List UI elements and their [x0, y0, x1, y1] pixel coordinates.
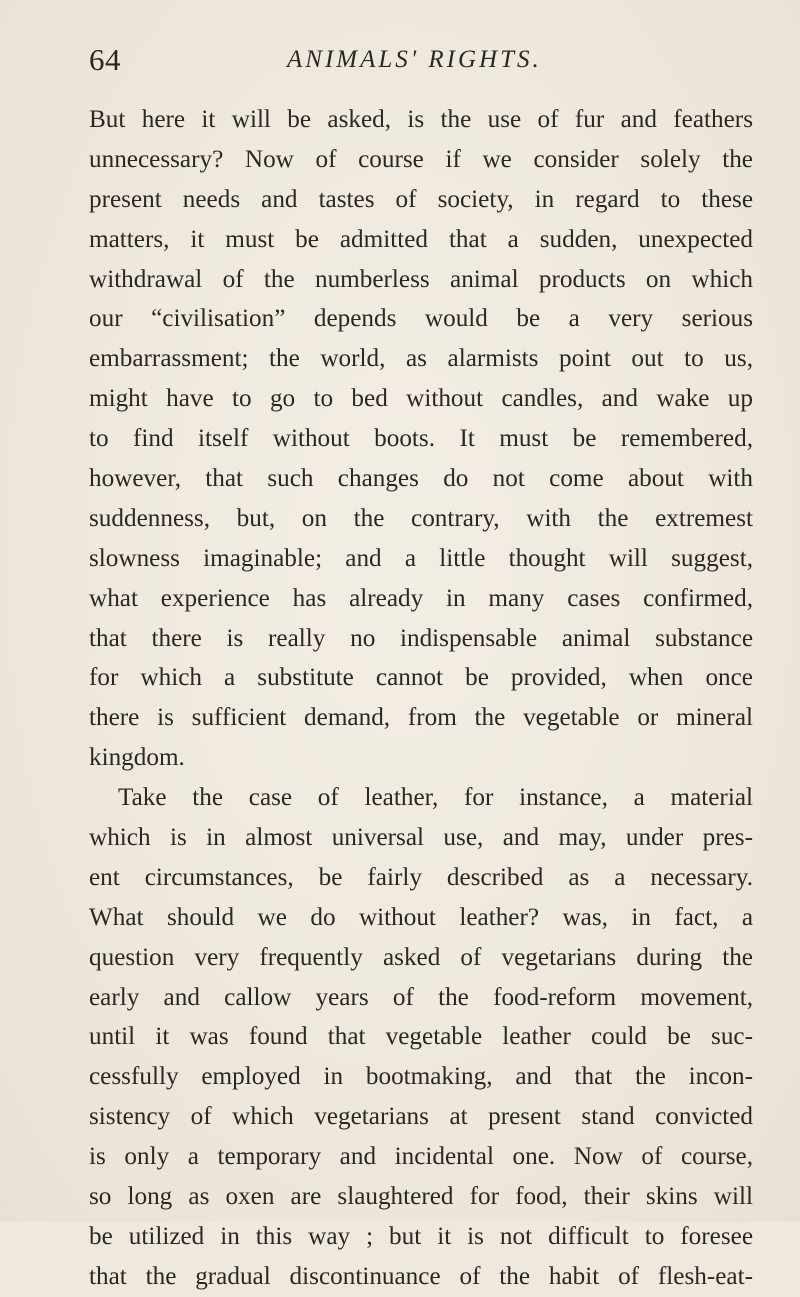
text-line: until it was found that vegetable leather could be suc- [89, 1023, 753, 1051]
running-head: ANIMALS' RIGHTS. [287, 46, 542, 73]
text-line: is only a temporary and incidental one. Now of course, [89, 1143, 753, 1171]
text-line: ent circumstances, be fairly described as a necessary. [89, 863, 753, 891]
text-line: embarrassment; the world, as alarmists point out to us, [89, 345, 753, 373]
text-line: unnecessary? Now of course if we consider solely the [89, 145, 753, 173]
paragraph-end-line: kingdom. [89, 744, 185, 772]
text-line: to find itself without boots. It must be remembered, [89, 425, 753, 453]
text-line: suddenness, but, on the contrary, with the extremest [89, 504, 753, 532]
text-line: that there is really no indispensable animal substance [89, 624, 753, 652]
text-line: cessfully employed in bootmaking, and that the incon- [89, 1063, 753, 1091]
text-line: so long as oxen are slaughtered for food, their skins will [89, 1183, 753, 1211]
text-line: matters, it must be admitted that a sudden, unexpected [89, 225, 753, 253]
paragraph-start-line: Take the case of leather, for instance, a material [118, 784, 753, 812]
text-line: there is sufficient demand, from the vegetable or mineral [89, 704, 753, 732]
text-line: however, that such changes do not come about with [89, 465, 753, 493]
text-line: present needs and tastes of society, in regard to these [89, 185, 753, 213]
text-line: What should we do without leather? was, in fact, a [89, 903, 753, 931]
page-number: 64 [89, 42, 121, 77]
text-line: slowness imaginable; and a little thought will suggest, [89, 544, 753, 572]
text-line: might have to go to bed without candles, and wake up [89, 385, 753, 413]
body-text [89, 100, 753, 1297]
page-header [89, 40, 729, 80]
text-line: question very frequently asked of vegetarians during the [89, 943, 753, 971]
text-line: which is in almost universal use, and may, under pres- [89, 824, 753, 852]
text-line: that the gradual discontinuance of the habit of flesh-eat- [89, 1262, 753, 1290]
text-line: withdrawal of the numberless animal products on which [89, 265, 753, 293]
text-line: sistency of which vegetarians at present stand convicted [89, 1103, 753, 1131]
text-line: what experience has already in many cases confirmed, [89, 584, 753, 612]
text-line: early and callow years of the food-reform movement, [89, 983, 753, 1011]
text-line: But here it will be asked, is the use of fur and feathers [89, 106, 753, 133]
text-line: for which a substitute cannot be provided, when once [89, 664, 753, 692]
text-line: our “civilisation” depends would be a very serious [89, 305, 753, 333]
text-line: be utilized in this way ; but it is not difficult to foresee [89, 1222, 753, 1250]
